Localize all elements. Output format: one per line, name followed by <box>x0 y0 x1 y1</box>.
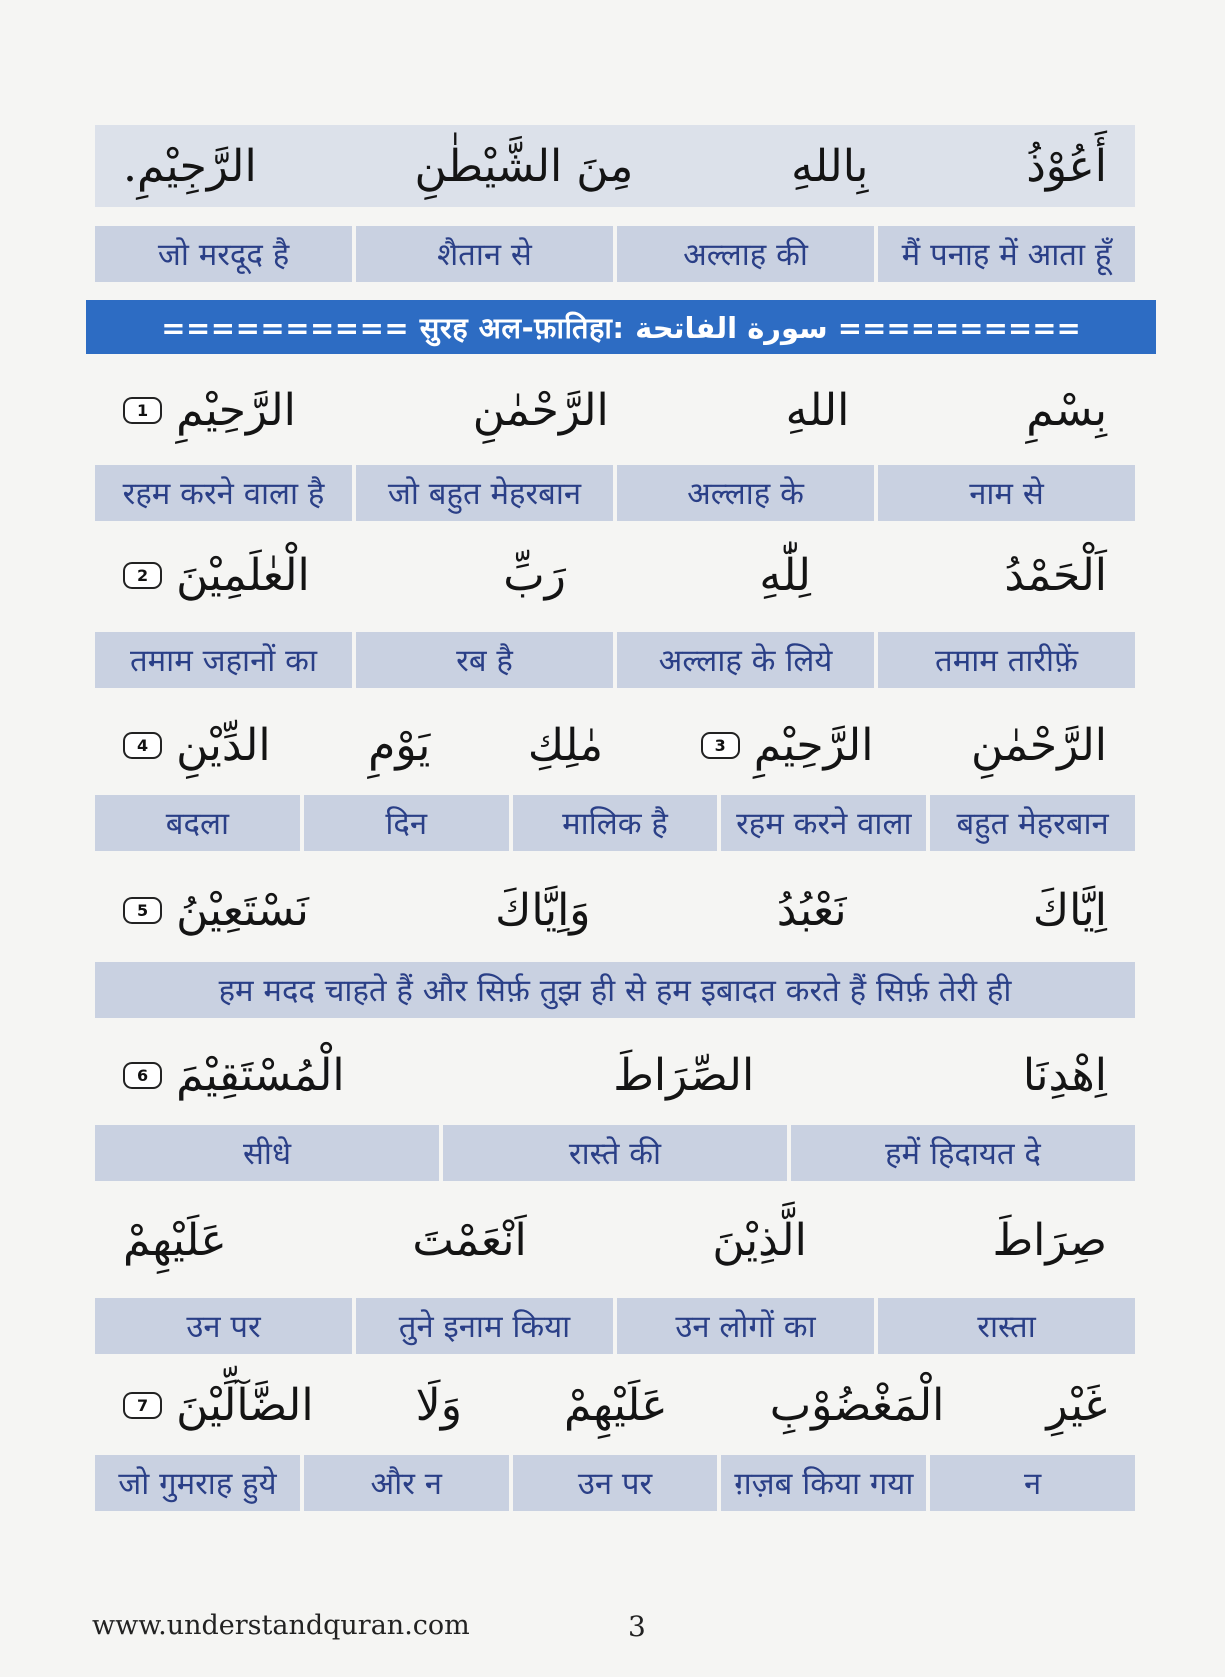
hindi-meaning: बहुत मेहरबान <box>926 795 1135 851</box>
hindi-meaning: अल्लाह की <box>613 226 874 282</box>
arabic-word-with-ayah <box>123 1050 345 1101</box>
arabic-word: وَلَا <box>415 1379 462 1431</box>
ayah-number-marker: 3 <box>701 732 740 759</box>
hindi-meaning: दिन <box>300 795 509 851</box>
verse-1-arabic-row <box>95 375 1135 445</box>
arabic-word: الْعٰلَمِيْنَ <box>176 549 310 601</box>
ayah-number-marker: 7 <box>123 1392 162 1419</box>
footer-website-url: www.understandquran.com <box>92 1610 470 1641</box>
page-number: 3 <box>628 1610 646 1643</box>
arabic-word: اِهْدِنَا <box>1022 1049 1107 1101</box>
verse-2-hindi-row <box>95 632 1135 688</box>
arabic-word: نَسْتَعِيْنُ <box>176 884 309 936</box>
hindi-meaning: तमाम जहानों का <box>129 643 318 679</box>
arabic-word: الْمَغْضُوْبِ <box>769 1379 945 1431</box>
ayah-number-marker: 1 <box>123 397 162 424</box>
verse-5-hindi-row: हम मदद चाहते हैं और सिर्फ़ तुझ ही से हम इबादत करते हैं सिर्फ़ तेरी ही <box>95 962 1135 1018</box>
verse-7b-arabic-row <box>95 1370 1135 1440</box>
verse-7b-hindi-row <box>95 1455 1135 1511</box>
verse-7a-hindi-row <box>95 1298 1135 1354</box>
verse-3-4-arabic-row <box>95 710 1135 780</box>
arabic-word: بِسْمِ <box>1026 384 1107 436</box>
arabic-word: رَبِّ <box>503 549 566 601</box>
verse-6-hindi-row <box>95 1125 1135 1181</box>
hindi-meaning: अल्लाह के लिये <box>613 632 874 688</box>
ayah-number-marker: 4 <box>123 732 162 759</box>
arabic-word: الرَّجِيْمِ. <box>123 140 257 192</box>
verse-2-arabic-row <box>95 540 1135 610</box>
hindi-meaning: शैतान से <box>352 226 613 282</box>
arabic-word-with-ayah <box>123 720 271 771</box>
arabic-word: الدِّيْنِ <box>176 719 271 771</box>
verse-7a-arabic-row <box>95 1205 1135 1275</box>
hindi-meaning: नाम से <box>874 465 1135 521</box>
hindi-meaning: तमाम तारीफ़ें <box>874 632 1135 688</box>
hindi-meaning: जो मरदूद है <box>157 237 290 273</box>
hindi-meaning: बदला <box>165 806 230 842</box>
arabic-word: الصِّرَاطَ <box>613 1049 755 1101</box>
arabic-word-with-ayah <box>701 720 874 771</box>
arabic-word: الرَّحْمٰنِ <box>472 384 609 436</box>
hindi-meaning: मालिक है <box>509 795 718 851</box>
hindi-meaning: अल्लाह के <box>613 465 874 521</box>
arabic-word-with-ayah <box>123 1380 314 1431</box>
verse-6-arabic-row <box>95 1040 1135 1110</box>
hindi-meaning: और न <box>300 1455 509 1511</box>
arabic-word: بِاللهِ <box>791 140 869 192</box>
arabic-word: عَلَيْهِمْ <box>123 1214 227 1266</box>
arabic-word: الضَّآلِّيْنَ <box>176 1379 314 1431</box>
hindi-meaning: रास्ता <box>874 1298 1135 1354</box>
arabic-word: نَعْبُدُ <box>776 884 847 936</box>
arabic-word: الْمُسْتَقِيْمَ <box>176 1049 345 1101</box>
hindi-meaning: तुने इनाम किया <box>352 1298 613 1354</box>
arabic-word: الرَّحْمٰنِ <box>970 719 1107 771</box>
arabic-word: عَلَيْهِمْ <box>564 1379 668 1431</box>
hindi-meaning: जो बहुत मेहरबान <box>352 465 613 521</box>
hindi-meaning: सीधे <box>242 1136 292 1172</box>
taawwudh-hindi-row <box>95 226 1135 282</box>
hindi-meaning: रब है <box>352 632 613 688</box>
hindi-meaning: उन पर <box>509 1455 718 1511</box>
hindi-meaning: न <box>926 1455 1135 1511</box>
hindi-meaning: हमें हिदायत दे <box>787 1125 1135 1181</box>
hindi-meaning: रास्ते की <box>439 1125 787 1181</box>
arabic-word: مِنَ الشَّيْطٰنِ <box>414 140 634 192</box>
hindi-meaning: जो गुमराह हुये <box>118 1466 277 1502</box>
arabic-word: لِلّٰهِ <box>759 549 811 601</box>
arabic-word: الرَّحِيْمِ <box>176 384 296 436</box>
hindi-meaning: रहम करने वाला <box>717 795 926 851</box>
verse-3-4-hindi-row <box>95 795 1135 851</box>
hindi-meaning: मैं पनाह में आता हूँ <box>874 226 1135 282</box>
arabic-word: الرَّحِيْمِ <box>753 719 874 771</box>
arabic-word-with-ayah <box>123 885 309 936</box>
arabic-word: اِيَّاكَ <box>1032 884 1107 936</box>
surah-title-banner: ========== सुरह अल-फ़ातिहा: سورة الفاتحة ========== <box>86 300 1156 354</box>
ayah-number-marker: 6 <box>123 1062 162 1089</box>
arabic-word: الَّذِيْنَ <box>712 1214 807 1266</box>
taawwudh-arabic-row <box>95 125 1135 207</box>
verse-5-arabic-row <box>95 875 1135 945</box>
arabic-word: غَيْرِ <box>1046 1379 1107 1431</box>
arabic-word: اَنْعَمْتَ <box>412 1214 527 1266</box>
ayah-number-marker: 5 <box>123 897 162 924</box>
arabic-word: يَوْمِ <box>368 719 431 771</box>
arabic-word-with-ayah <box>123 550 310 601</box>
verse-1-hindi-row <box>95 465 1135 521</box>
hindi-meaning: ग़ज़ब किया गया <box>717 1455 926 1511</box>
arabic-word: اَلْحَمْدُ <box>1004 549 1107 601</box>
hindi-meaning: रहम करने वाला है <box>122 476 325 512</box>
arabic-word: اللهِ <box>785 384 850 436</box>
ayah-number-marker: 2 <box>123 562 162 589</box>
arabic-word: مٰلِكِ <box>527 719 604 771</box>
hindi-meaning: उन पर <box>186 1309 261 1345</box>
arabic-word-with-ayah <box>123 385 296 436</box>
hindi-meaning: उन लोगों का <box>613 1298 874 1354</box>
arabic-word: أَعُوْذُ <box>1026 140 1107 192</box>
arabic-word: وَاِيَّاكَ <box>495 884 591 936</box>
arabic-word: صِرَاطَ <box>992 1214 1107 1266</box>
